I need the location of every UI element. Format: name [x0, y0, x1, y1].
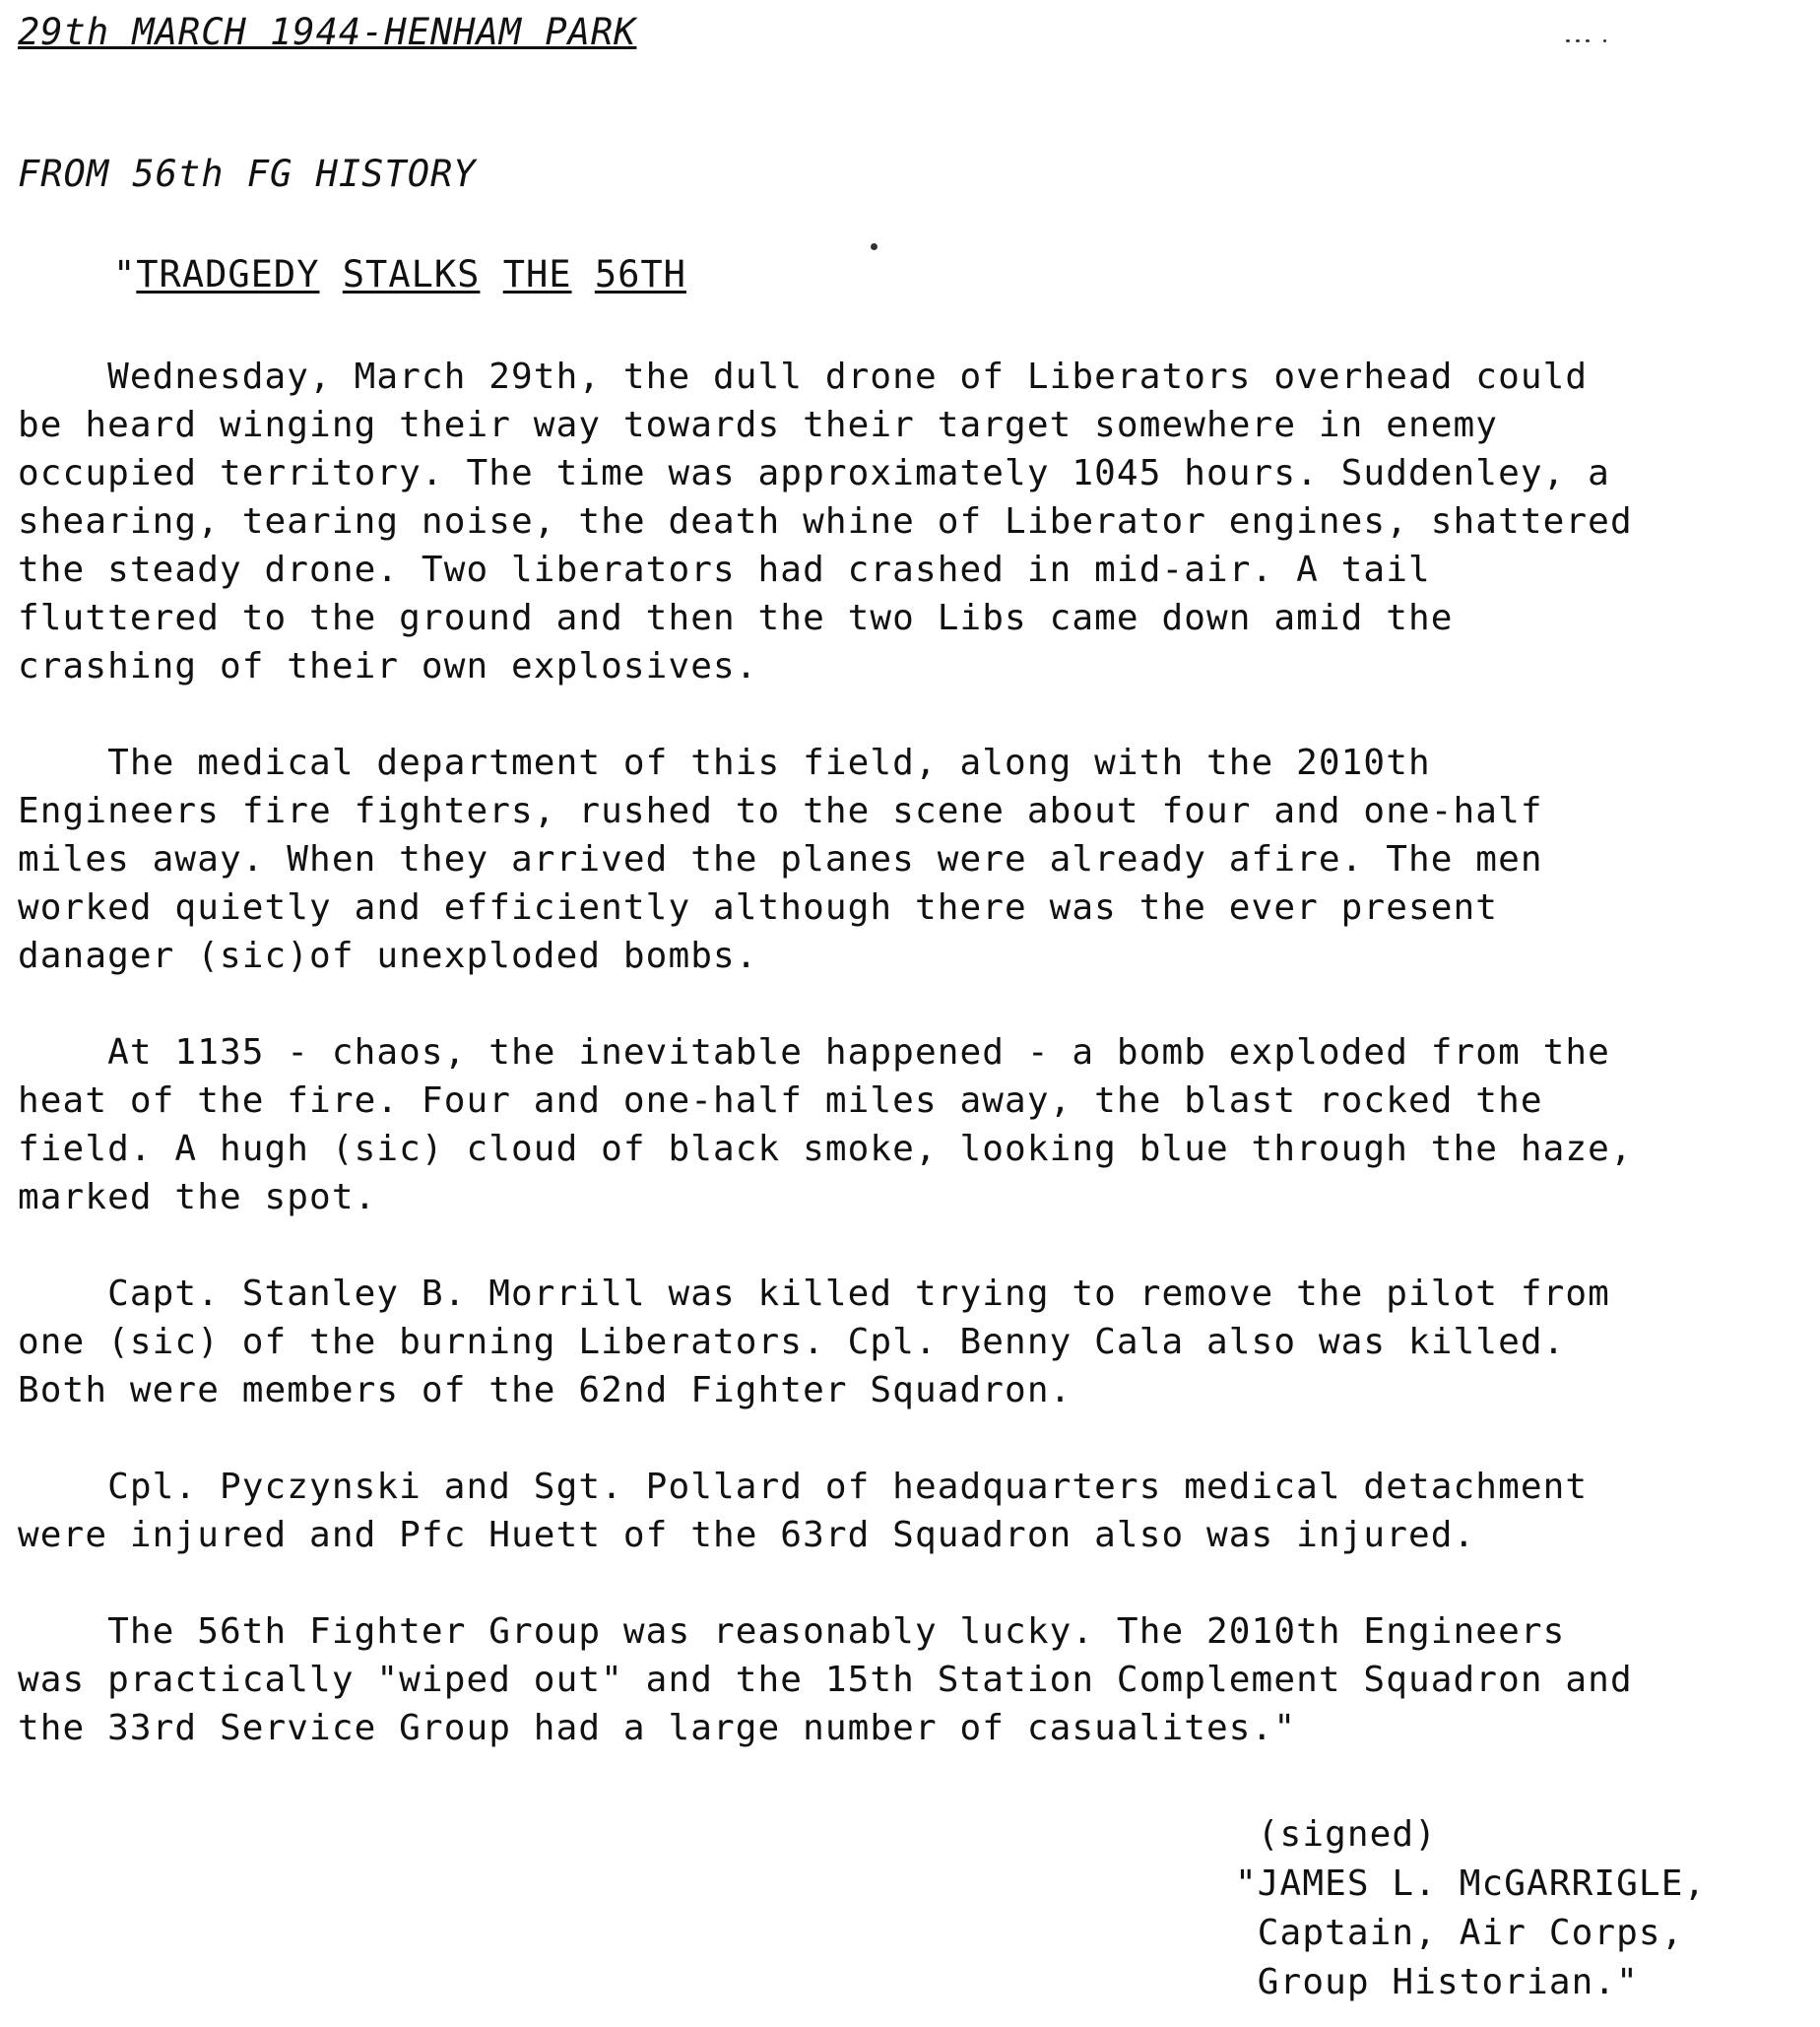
text-line: one (sic) of the burning Liberators. Cpl. Benny Cala also was killed.	[18, 1322, 1566, 1362]
article-title	[113, 252, 686, 297]
text-line: The 56th Fighter Group was reasonably lucky. The 2010th Engineers	[18, 1611, 1566, 1652]
title-open-quote: "	[113, 253, 137, 295]
text-line: miles away. When they arrived the planes were already afire. The men	[18, 839, 1543, 880]
text-line: shearing, tearing noise, the death whine of Liberator engines, shattered	[18, 501, 1633, 542]
title-word: 56TH	[594, 253, 686, 295]
text-line: At 1135 - chaos, the inevitable happened - a bomb exploded from the	[18, 1032, 1610, 1073]
signature-line: Group Historian."	[1235, 1962, 1639, 2002]
title-word: THE	[502, 253, 572, 295]
text-line: heat of the fire. Four and one-half miles away, the blast rocked the	[18, 1080, 1543, 1121]
text-line: marked the spot.	[18, 1177, 377, 1217]
text-line: were injured and Pfc Huett of the 63rd Squadron also was injured.	[18, 1515, 1476, 1555]
text-line: field. A hugh (sic) cloud of black smoke, looking blue through the haze,	[18, 1129, 1633, 1169]
title-word: TRADGEDY	[136, 253, 320, 295]
signature-line: Captain, Air Corps,	[1235, 1913, 1684, 1953]
text-line: be heard winging their way towards their target somewhere in enemy	[18, 405, 1499, 445]
text-line: the steady drone. Two liberators had crashed in mid-air. A tail	[18, 550, 1431, 590]
scan-speck	[1566, 39, 1570, 42]
text-line: Wednesday, March 29th, the dull drone of Liberators overhead could	[18, 357, 1589, 397]
paragraph-5	[18, 1463, 1805, 1559]
text-line: Capt. Stanley B. Morrill was killed trying to remove the pilot from	[18, 1274, 1610, 1314]
paragraph-4	[18, 1270, 1805, 1414]
paragraph-6	[18, 1607, 1805, 1752]
text-line: The medical department of this field, along with the 2010th	[18, 743, 1431, 783]
text-line: occupied territory. The time was approximately 1045 hours. Suddenley, a	[18, 453, 1610, 493]
text-line: was practically "wiped out" and the 15th Station Complement Squadron and	[18, 1660, 1633, 1700]
paragraph-1	[18, 353, 1805, 690]
title-word: STALKS	[342, 253, 481, 295]
text-line: Both were members of the 62nd Fighter Squadron.	[18, 1370, 1072, 1410]
scan-speck	[1586, 39, 1590, 42]
document-header: 29th MARCH 1944-HENHAM PARK	[18, 11, 637, 53]
scan-speck	[1576, 39, 1580, 42]
text-line: fluttered to the ground and then the two Libs came down amid the	[18, 598, 1454, 638]
signature-line: (signed)	[1235, 1814, 1437, 1855]
signature-line: "JAMES L. McGARRIGLE,	[1235, 1864, 1707, 1904]
paragraph-3	[18, 1028, 1805, 1221]
text-line: Engineers fire fighters, rushed to the scene about four and one-half	[18, 791, 1543, 831]
scan-speck	[1603, 39, 1606, 42]
paragraph-2	[18, 739, 1805, 980]
text-line: the 33rd Service Group had a large number of casualites."	[18, 1708, 1297, 1748]
scan-speck	[871, 243, 878, 250]
text-line: worked quietly and efficiently although there was the ever present	[18, 887, 1499, 928]
source-line: FROM 56th FG HISTORY	[18, 153, 477, 195]
signature-block	[1235, 1810, 1706, 2007]
text-line: danager (sic)of unexploded bombs.	[18, 936, 758, 976]
text-line: crashing of their own explosives.	[18, 646, 758, 687]
article-body	[18, 353, 1805, 1800]
text-line: Cpl. Pyczynski and Sgt. Pollard of headquarters medical detachment	[18, 1467, 1589, 1507]
